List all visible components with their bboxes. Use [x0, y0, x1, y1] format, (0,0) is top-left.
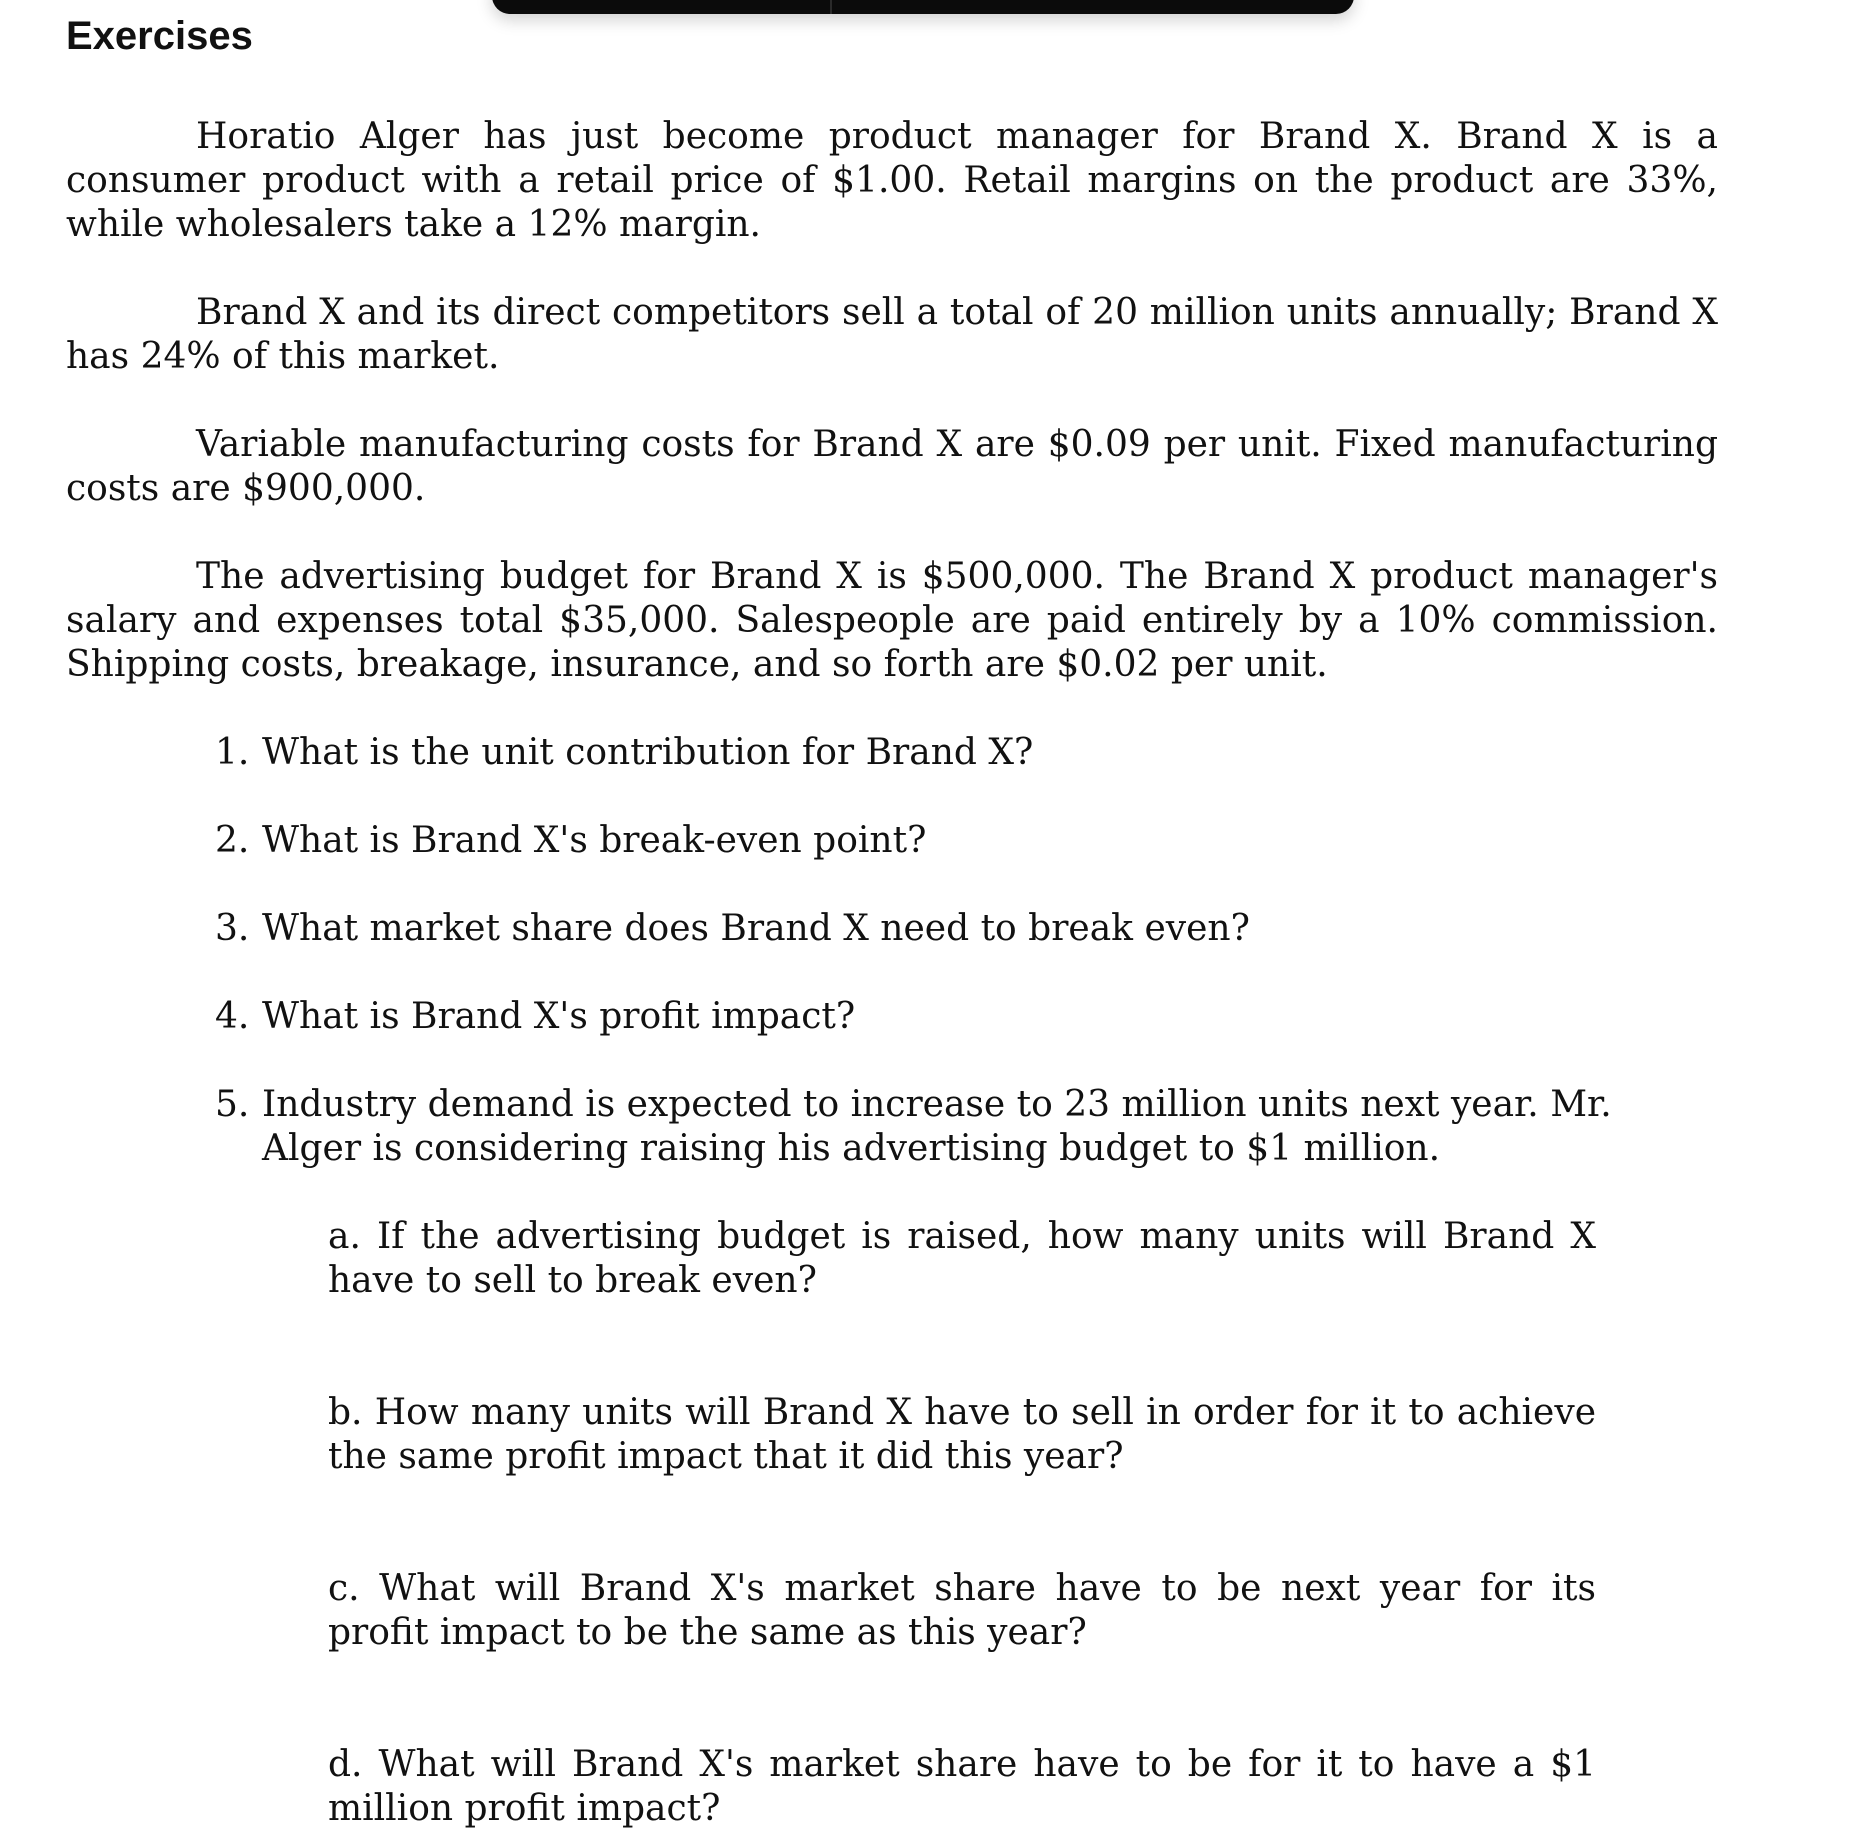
question-text: What is Brand X's break-even point?: [262, 820, 927, 861]
question-number: 2.: [215, 820, 250, 861]
subquestion-list: [66, 1215, 1718, 1831]
paragraph-costs: Variable manufacturing costs for Brand X are $0.09 per unit. Fixed manufacturing costs are $900,000.: [66, 424, 1718, 509]
question-text: What is Brand X's profit impact?: [262, 996, 856, 1037]
toolbar-divider: [830, 0, 832, 14]
question-text: Industry demand is expected to increase to 23 million units next year. Mr. Alger is considering raising his advertising budget to $1 million.: [262, 1084, 1612, 1169]
subquestion-item: d. What will Brand X's market share have to be for it to have a $1 million profit impact?: [328, 1744, 1596, 1829]
question-number: 4.: [215, 996, 250, 1037]
question-item: [215, 819, 1635, 863]
question-item: [215, 995, 1635, 1039]
question-text: What market share does Brand X need to break even?: [262, 908, 1250, 949]
question-item: [215, 907, 1635, 951]
subquestion-item: c. What will Brand X's market share have to be next year for its profit impact to be the same as this year?: [328, 1568, 1596, 1653]
paragraph-market: Brand X and its direct competitors sell a total of 20 million units annually; Brand X has 24% of this market.: [66, 292, 1718, 377]
document-body: [66, 115, 1718, 1831]
question-item: [215, 1083, 1635, 1171]
paragraph-budget: The advertising budget for Brand X is $500,000. The Brand X product manager's salary and expenses total $35,000. Salespeople are paid entirely by a 10% commission. Shipping costs, breakage, insurance, and so forth are $0.02 per unit.: [66, 556, 1718, 685]
question-number: 5.: [215, 1084, 250, 1125]
question-text: What is the unit contribution for Brand X?: [262, 732, 1034, 773]
subquestion-item: b. How many units will Brand X have to sell in order for it to achieve the same profit impact that it did this year?: [328, 1392, 1596, 1477]
question-item: [215, 731, 1635, 775]
question-list: [66, 731, 1718, 1171]
subquestion-item: a. If the advertising budget is raised, how many units will Brand X have to sell to break even?: [328, 1216, 1596, 1301]
question-number: 3.: [215, 908, 250, 949]
question-number: 1.: [215, 732, 250, 773]
paragraph-intro: Horatio Alger has just become product manager for Brand X. Brand X is a consumer product with a retail price of $1.00. Retail margins on the product are 33%, while wholesalers take a 12% margin.: [66, 116, 1718, 245]
top-toolbar-bar: [492, 0, 1354, 14]
page-title: Exercises: [66, 14, 253, 58]
